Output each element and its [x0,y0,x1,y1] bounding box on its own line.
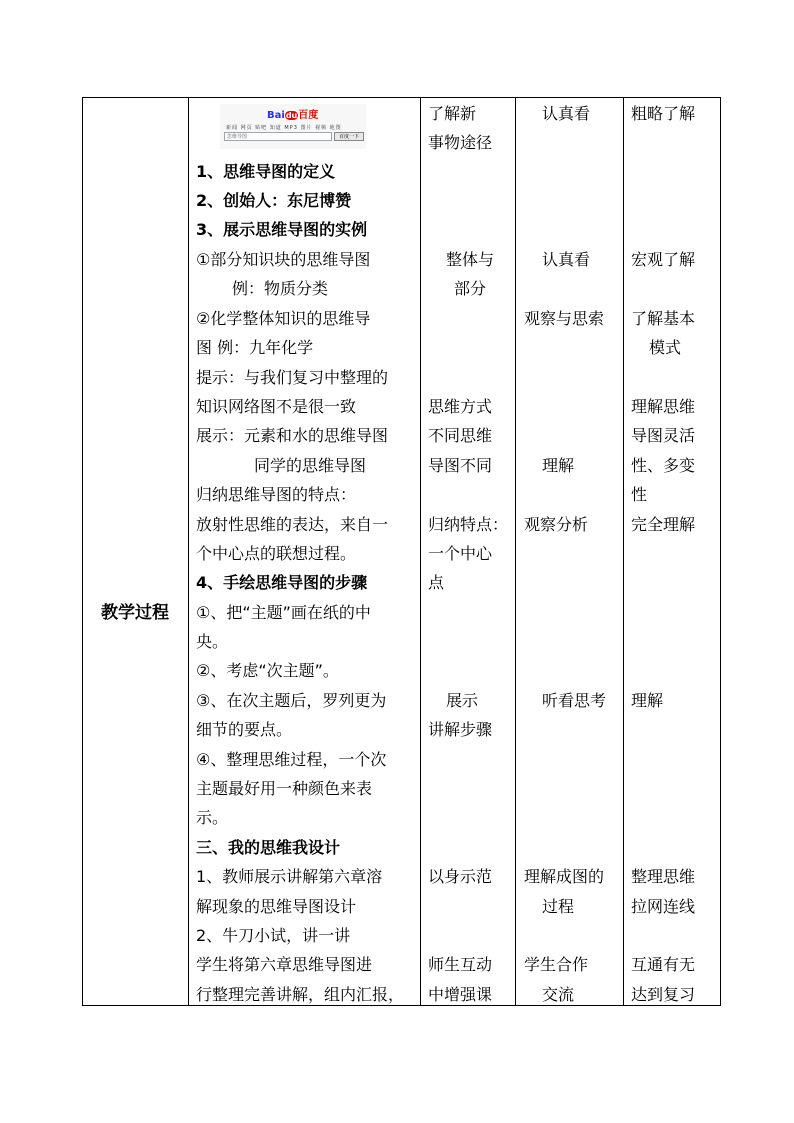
content-line: 行整理完善讲解，组内汇报， [196,985,405,1004]
table-border-top [82,97,721,98]
teacher-activity-line: 部分 [454,279,487,298]
student-activity-line: 理解成图的 [524,867,605,886]
design-intent-line: 了解基本 [631,309,696,328]
content-line: 个中心点的联想过程。 [196,544,357,563]
design-intent-line: 模式 [649,338,682,357]
content-line: 4、手绘思维导图的步骤 [196,573,368,592]
design-intent-line: 理解思维 [631,397,696,416]
student-activity-line: 理解 [542,456,575,475]
table-border-col3 [515,97,516,1006]
teacher-activity-line: 导图不同 [428,456,493,475]
content-line: 解现象的思维导图设计 [196,897,357,916]
content-line: 知识网络图不是很一致 [196,397,357,416]
baidu-logo: Baidu百度 [267,110,319,121]
teacher-activity-line: 事物途径 [428,133,493,152]
content-line: 提示：与我们复习中整理的 [196,368,389,387]
content-line: ④、整理思维过程，一个次 [196,750,387,769]
design-intent-line: 整理思维 [631,867,696,886]
design-intent-line: 拉网连线 [631,897,696,916]
teacher-activity-line: 整体与 [446,250,495,269]
teacher-activity-line: 了解新 [428,104,477,123]
student-activity-line: 交流 [542,985,575,1004]
content-line: 三、我的思维我设计 [196,838,341,857]
table-border-left [82,97,83,1006]
design-intent-line: 宏观了解 [631,250,696,269]
content-line: 同学的思维导图 [254,456,367,475]
content-line: 2、牛刀小试，讲一讲 [196,926,351,945]
design-intent-line: 粗略了解 [631,104,696,123]
student-activity-line: 认真看 [542,250,591,269]
content-line: ①部分知识块的思维导图 [196,250,371,269]
design-intent-line: 性、多变 [631,456,696,475]
teacher-activity-line: 一个中心 [428,544,493,563]
teacher-activity-line: 讲解步骤 [428,720,493,739]
teacher-activity-line: 中增强课 [428,985,493,1004]
baidu-search-input: 思维导图 [224,132,332,141]
content-line: ②化学整体知识的思维导 [196,309,371,328]
student-activity-line: 听看思考 [542,691,607,710]
content-line: ②、考虑“次主题”。 [196,661,339,680]
content-line: 学生将第六章思维导图进 [196,955,373,974]
table-border-col1 [188,97,189,1006]
teacher-activity-line: 点 [428,573,445,592]
design-intent-line: 导图灵活 [631,426,696,445]
student-activity-line: 过程 [542,897,575,916]
baidu-screenshot-image [220,104,366,149]
content-line: 央。 [196,632,229,651]
design-intent-line: 达到复习 [631,985,696,1004]
teacher-activity-line: 归纳特点： [428,515,509,534]
content-line: 3、展示思维导图的实例 [196,220,368,239]
design-intent-line: 理解 [631,691,664,710]
baidu-nav: 新闻 网页 贴吧 知道 MP3 图片 视频 地图 [226,125,342,131]
content-line: 细节的要点。 [196,720,293,739]
table-border-right [720,97,721,1006]
design-intent-line: 互通有无 [631,955,696,974]
teacher-activity-line: 以身示范 [428,867,493,886]
content-line: 放射性思维的表达，来自一 [196,515,389,534]
student-activity-line: 认真看 [542,104,591,123]
teacher-activity-line: 展示 [446,691,479,710]
content-line: 示。 [196,808,229,827]
content-line: 1、教师展示讲解第六章溶 [196,867,383,886]
content-line: 展示：元素和水的思维导图 [196,426,389,445]
content-line: ③、在次主题后，罗列更为 [196,691,387,710]
row-label-teaching-process: 教学过程 [101,603,169,623]
content-line: 归纳思维导图的特点： [196,485,357,504]
teacher-activity-line: 思维方式 [428,397,493,416]
paw-icon: du [285,111,298,120]
content-line: 1、思维导图的定义 [196,162,336,181]
content-line: 例：物质分类 [232,279,329,298]
teacher-activity-line: 不同思维 [428,426,493,445]
student-activity-line: 学生合作 [524,955,589,974]
content-line: 图 例：九年化学 [196,338,314,357]
content-line: 主题最好用一种颜色来表 [196,779,373,798]
table-border-col2 [420,97,421,1006]
design-intent-line: 完全理解 [631,515,696,534]
table-border-col4 [623,97,624,1006]
design-intent-line: 性 [631,485,648,504]
baidu-search-button: 百度一下 [334,132,364,141]
student-activity-line: 观察与思索 [524,309,605,328]
content-line: ①、把“主题”画在纸的中 [196,603,371,622]
content-line: 2、创始人：东尼博赞 [196,191,352,210]
teacher-activity-line: 师生互动 [428,955,493,974]
student-activity-line: 观察分析 [524,515,589,534]
